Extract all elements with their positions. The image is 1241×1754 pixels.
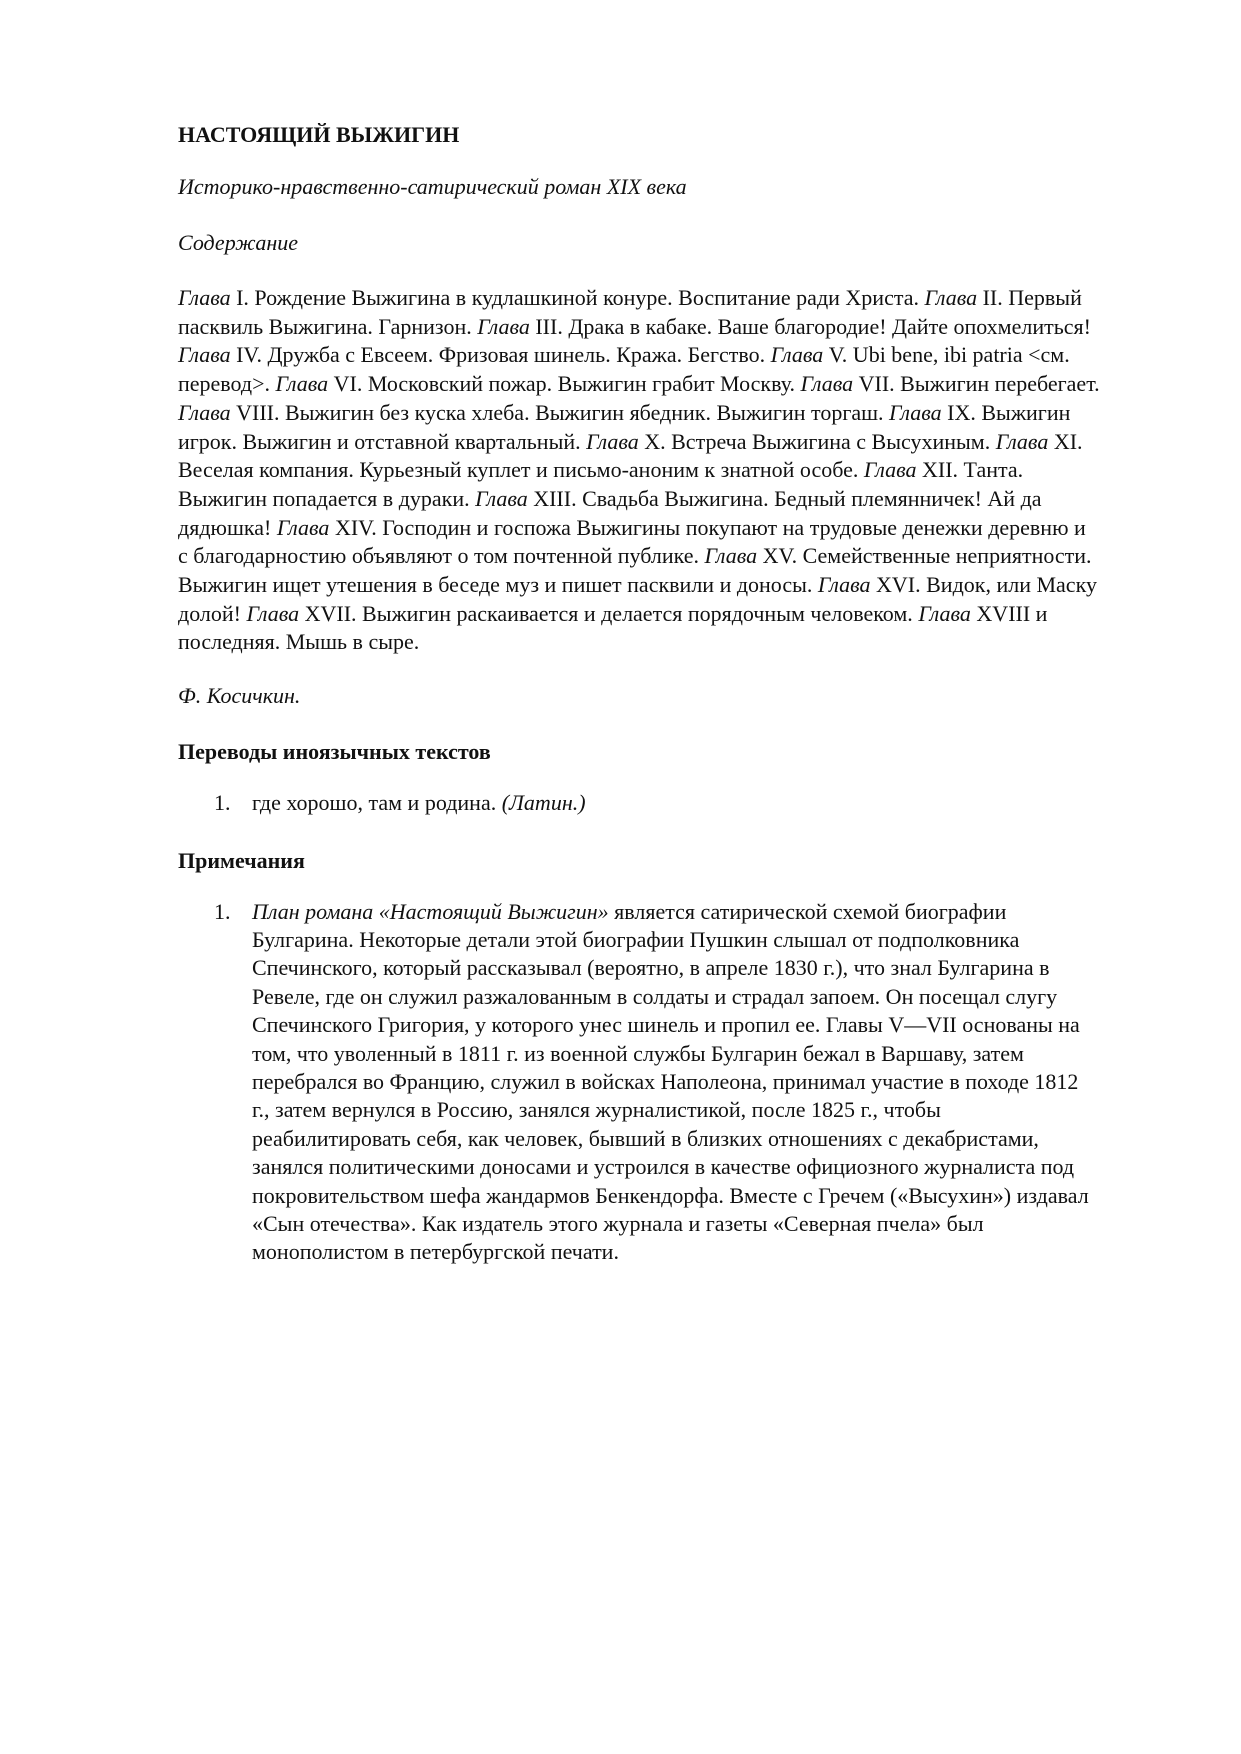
chapter-text: XI. Веселая компания. Курьезный куплет и письмо-аноним к знатной особе. [178,428,1083,483]
list-item-body [252,789,1101,817]
list-item-number: 1. [214,790,231,816]
document-title: НАСТОЯЩИЙ ВЫЖИГИН [178,122,460,147]
chapter-label: Глава [178,399,231,425]
chapter-text: XVIII и последняя. Мышь в сыре. [178,600,1048,655]
list-item [178,898,1101,1267]
list-item-number: 1. [214,898,231,924]
chapter-label: Глава [477,313,530,339]
note-lead: План романа «Настоящий Выжигин» [252,898,609,924]
chapter-text: VII. Выжигин перебегает. [853,371,1100,397]
notes-heading: Примечания [178,847,305,873]
chapter-label: Глава [995,428,1049,454]
chapter-text: II. Первый пасквиль Выжигина. Гарнизон. [178,285,1082,339]
chapter-text: XIII. Свадьба Выжигина. Бедный племянничек! Ай да дядюшка! [178,485,1042,540]
translations-list [178,789,1101,817]
note-text: является сатирической схемой биографии Булгарина. Некоторые детали этой биографии Пушкин слышал от подполковника Спечинского, который рассказывал (вероятно, в апреле 1830 г.), что знал Булгарина в Ревеле, где он служил разжалованным в солдаты и страдал запоем. Он посещал слугу Спечинского Григория, у которого унес шинель и пропил ее. Главы V—VII основаны на том, что уволенный в 1811 г. из военной службы Булгарин бежал в Варшаву, затем перебрался во Францию, служил в войсках Наполеона, принимал участие в походе 1812 г., затем вернулся в Россию, занялся журналистикой, после 1825 г., чтобы реабилитировать себя, как человек, бывший в близких отношениях с декабристами, занялся политическими доносами и устроился в качестве официозного журналиста под покровительством шефа жандармов Бенкендорфа. Вместе с Гречем («Высухин») издавал «Сын отечества». Как издатель этого журнала и газеты «Северная пчела» был монополистом в петербургской печати. [252,898,1089,1265]
chapter-text: XII. Танта. Выжигин попадается в дураки. [178,457,1024,511]
chapter-text: IX. Выжигин игрок. Выжигин и отставной квартальный. [178,399,1071,454]
chapter-label: Глава [586,428,639,454]
chapter-label: Глава [770,342,824,368]
chapter-text: VI. Московский пожар. Выжигин грабит Москву. [328,371,801,397]
chapter-label: Глава [889,399,942,425]
notes-list [178,898,1101,1267]
list-item-body [252,898,1101,1267]
chapter-label: Глава [178,285,231,310]
chapter-text: XV. Семейственные неприятности. Выжигин ищет утешения в беседе муз и пишет пасквили и доносы. [178,543,1092,598]
chapter-text: V. Ubi bene, ibi patria <см. перевод>. [178,342,1070,397]
chapter-text: XIV. Господин и госпожа Выжигины покупают на трудовые денежки деревню и с благодарностию объявляют о том почтенной публике. [178,514,1086,569]
chapter-label: Глава [800,371,854,397]
translation-text: где хорошо, там и родина. [252,790,502,816]
translations-heading: Переводы иноязычных текстов [178,739,491,765]
chapter-text: XVII. Выжигин раскаивается и делается порядочным человеком. [299,600,919,626]
chapter-label: Глава [178,342,231,368]
chapter-text: IV. Дружба с Евсеем. Фризовая шинель. Кража. Бегство. [230,342,771,368]
list-item [178,789,1101,817]
chapter-label: Глава [817,572,871,598]
chapter-label: Глава [276,514,330,540]
chapter-label: Глава [863,457,917,483]
chapter-label: Глава [924,285,978,310]
chapter-text: X. Встреча Выжигина с Высухиным. [638,428,996,454]
chapter-label: Глава [475,485,528,511]
chapter-label: Глава [246,600,300,626]
contents-heading: Содержание [178,230,299,255]
chapter-text: VIII. Выжигин без куска хлеба. Выжигин ябедник. Выжигин торгаш. [230,399,890,425]
chapter-label: Глава [918,600,971,626]
chapter-label: Глава [275,371,329,397]
chapter-label: Глава [704,543,758,569]
chapter-text: I. Рождение Выжигина в кудлашкиной конуре. Воспитание ради Христа. [230,285,925,310]
contents-paragraph [178,284,1101,657]
author-signature: Ф. Косичкин. [178,683,301,709]
translation-language: (Латин.) [501,790,586,816]
chapter-text: III. Драка в кабаке. Ваше благородие! Дайте опохмелиться! [529,313,1091,339]
chapter-text: XVI. Видок, или Маску долой! [178,572,1097,626]
document-subtitle: Историко-нравственно-сатирический роман XIX века [178,174,687,199]
